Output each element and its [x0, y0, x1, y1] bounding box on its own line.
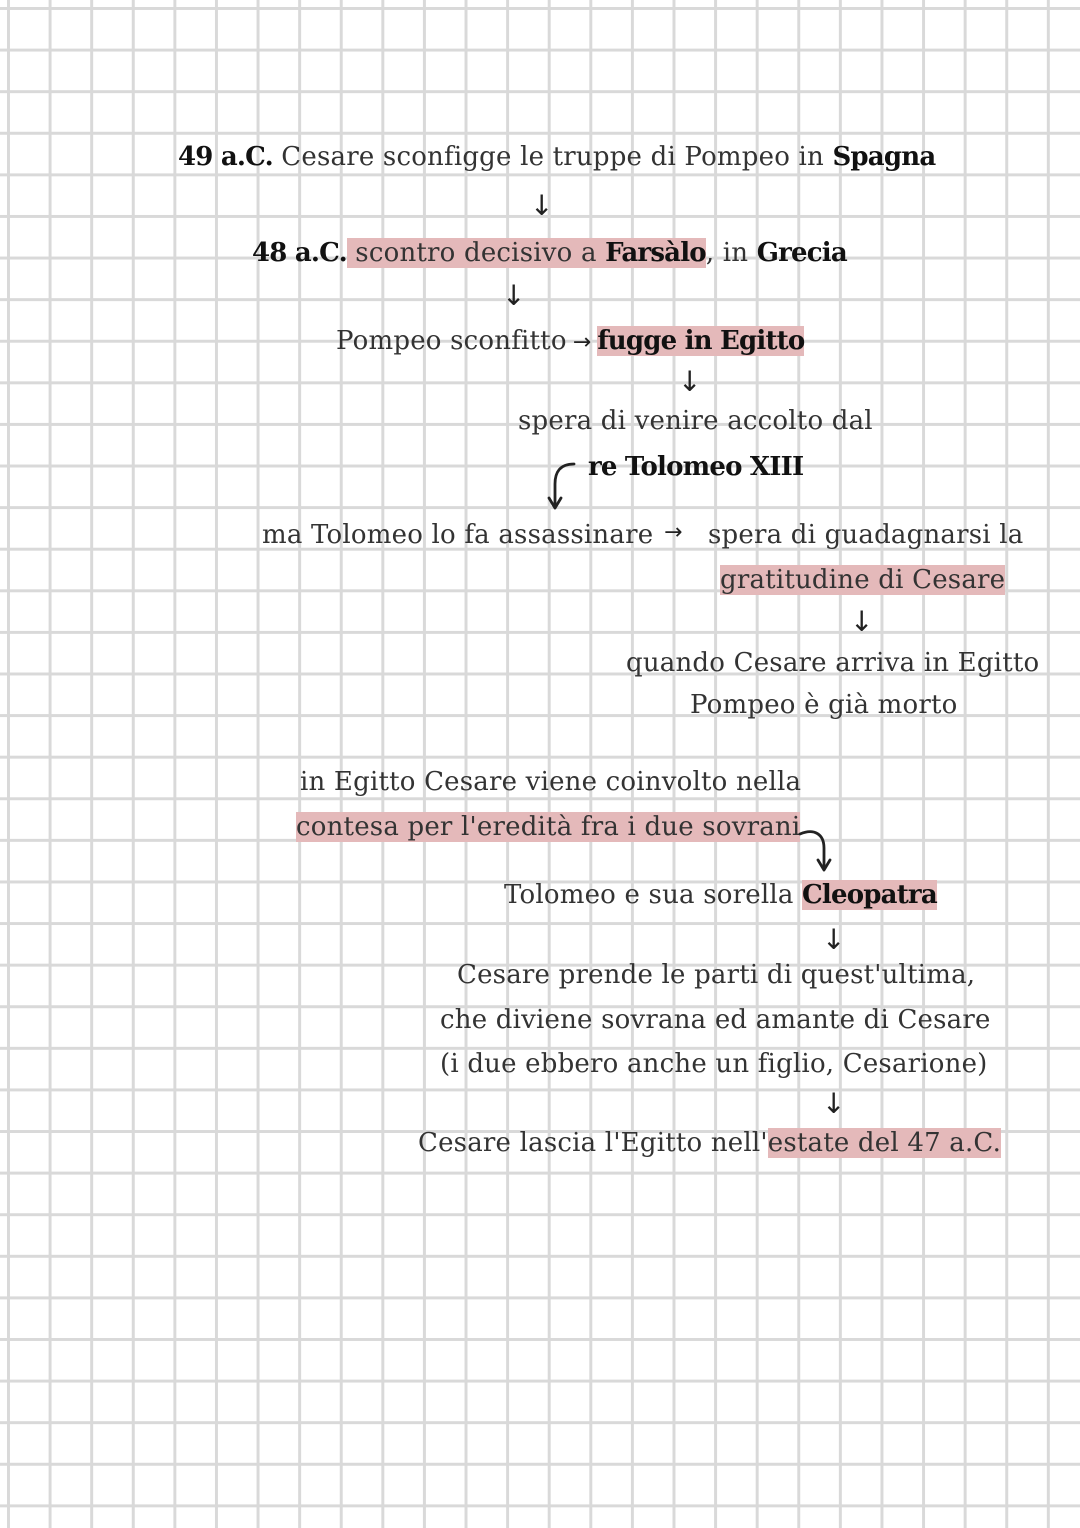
lascia-egitto-text: Cesare lascia l'Egitto nell': [418, 1128, 768, 1158]
prende-parti-text: Cesare prende le parti di quest'ultima,: [457, 960, 976, 990]
line-48-bc: [252, 236, 847, 270]
place-grecia: Grecia: [756, 238, 847, 268]
cleopatra: Cleopatra: [802, 880, 937, 910]
spera-guadagnarsi-text: spera di guadagnarsi la: [708, 520, 1024, 550]
place-spagna: Spagna: [832, 142, 936, 172]
line-cesare-arriva: [626, 646, 1039, 680]
arrow-down-icon: ↓: [822, 1087, 846, 1120]
curved-arrow-down-left-icon: [544, 458, 584, 514]
re-tolomeo-xiii: re Tolomeo XIII: [588, 452, 804, 482]
scontro-text: scontro decisivo a: [346, 238, 606, 268]
date-49-bc: 49 a.C.: [178, 142, 273, 172]
line-spera-guadagnarsi: [708, 518, 1023, 552]
arrow-down-icon: ↓: [850, 605, 874, 638]
arrow-down-icon: ↓: [678, 365, 702, 398]
line-tolomeo-assassina: [262, 518, 653, 552]
estate-47-bc: estate del 47 a.C.: [767, 1128, 1002, 1158]
line-contesa: [296, 810, 800, 844]
line-49-text: Cesare sconfigge le truppe di Pompeo in: [272, 142, 833, 172]
cesarione-text: (i due ebbero anche un figlio, Cesarione): [440, 1049, 988, 1079]
line-cesarione: [440, 1047, 988, 1081]
coinvolto-text: in Egitto Cesare viene coinvolto nella: [300, 767, 802, 797]
fugge-in-egitto: fugge in Egitto: [597, 326, 805, 356]
arrow-down-icon: ↓: [502, 279, 526, 312]
line-pompeo-morto: [690, 688, 958, 722]
line-48-text: [347, 238, 706, 268]
gratitudine-di-cesare: gratitudine di Cesare: [720, 565, 1006, 595]
arrow-down-icon: ↓: [822, 923, 846, 956]
sovrana-amante-text: che diviene sovrana ed amante di Cesare: [440, 1005, 991, 1035]
line-pompeo-sconfitto: [336, 324, 804, 360]
arrow-right-icon: →: [664, 520, 683, 545]
pompeo-sconfitto-text: Pompeo sconfitto: [336, 326, 567, 356]
line-sovrana: [440, 1003, 991, 1037]
line-re-tolomeo: [588, 450, 803, 484]
line-parti: [457, 958, 975, 992]
line-coinvolto: [300, 765, 801, 799]
line-spera-accolto: [518, 404, 873, 438]
curved-arrow-down-right-icon: [798, 824, 838, 876]
spera-accolto-text: spera di venire accolto dal: [518, 406, 873, 436]
tolomeo-sorella-text: Tolomeo e sua sorella: [504, 880, 803, 910]
place-farsalo: Farsàlo: [605, 238, 706, 268]
line-lascia-egitto: [418, 1126, 1001, 1160]
cesare-arriva-text: quando Cesare arriva in Egitto: [626, 648, 1040, 678]
line-gratitudine: [720, 563, 1005, 597]
line-cleopatra: [504, 878, 937, 912]
tolomeo-assassina-text: ma Tolomeo lo fa assassinare: [262, 520, 654, 550]
contesa-eredita: contesa per l'eredità fra i due sovrani: [296, 812, 801, 842]
pompeo-morto-text: Pompeo è già morto: [690, 690, 958, 720]
arrow-down-icon: ↓: [530, 189, 554, 222]
date-48-bc: 48 a.C.: [252, 238, 347, 268]
line-49-bc: [178, 140, 935, 174]
in-text: , in: [705, 238, 757, 268]
arrow-right-icon: →: [572, 330, 592, 355]
